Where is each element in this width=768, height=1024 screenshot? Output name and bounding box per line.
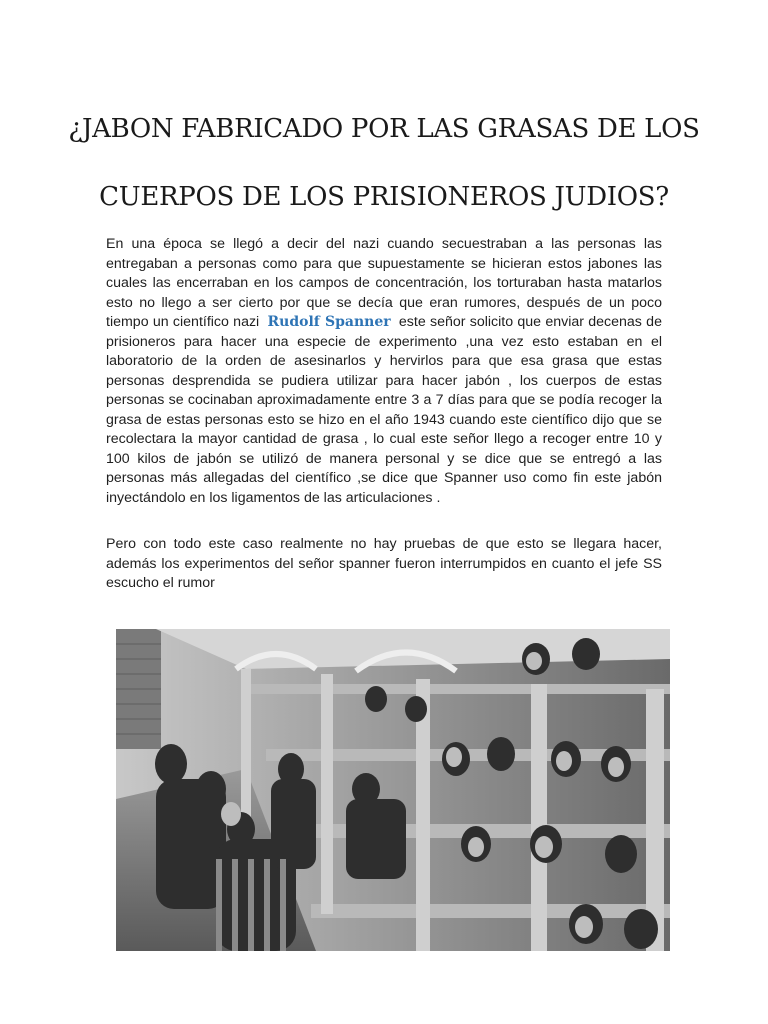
paragraph-2: Pero con todo este caso realmente no hay pruebas de que esto se llegara hacer, además los experimentos del señor spanner fueron interrumpidos en cuanto el jefe SS escucho el rumor bbox=[106, 536, 662, 591]
barracks-photo bbox=[116, 629, 670, 951]
paragraph-1 bbox=[106, 235, 662, 508]
scientist-name: Rudolf Spanner bbox=[267, 314, 391, 330]
title-line-2: CUERPOS DE LOS PRISIONEROS JUDIOS? bbox=[99, 182, 669, 212]
paragraph-1-text-start: En una época se llegó a decir del nazi cuando secuestraban a las personas las entregaban a personas como para que supuestamente se hicieran estos jabones las cuales las encerraban en los campos de concentración, los torturaban hasta matarlos esto no llego a ser cierto por que se decía que eran rumores, después de un poco tiempo un científico nazi bbox=[106, 236, 662, 330]
title-line-1: ¿JABON FABRICADO POR LAS GRASAS DE LOS bbox=[68, 114, 700, 144]
barracks-photo-illustration bbox=[116, 629, 670, 951]
paragraph-1-text-end: este señor solicito que enviar decenas de prisioneros para hacer una especie de experimento ,una vez esto estaban en el laboratorio de la orden de asesinarlos y hervirlos para que esa grasa que estas personas desprendida se pudiera utilizar para hacer jabón , los cuerpos de estas personas se cocinaban aproximadamente entre 3 a 7 días para que se podía recoger la grasa de estas personas esto se hizo en el año 1943 cuando este científico dijo que se recolectara la mayor cantidad de grasa , lo cual este señor llego a recoger entre 10 y 100 kilos de jabón se utilizó de manera personal y se dice que se entregó a las personas más allegadas del científico ,se dice que Spanner uso como fin este jabón inyectándolo en los ligamentos de las articulaciones . bbox=[106, 314, 662, 506]
